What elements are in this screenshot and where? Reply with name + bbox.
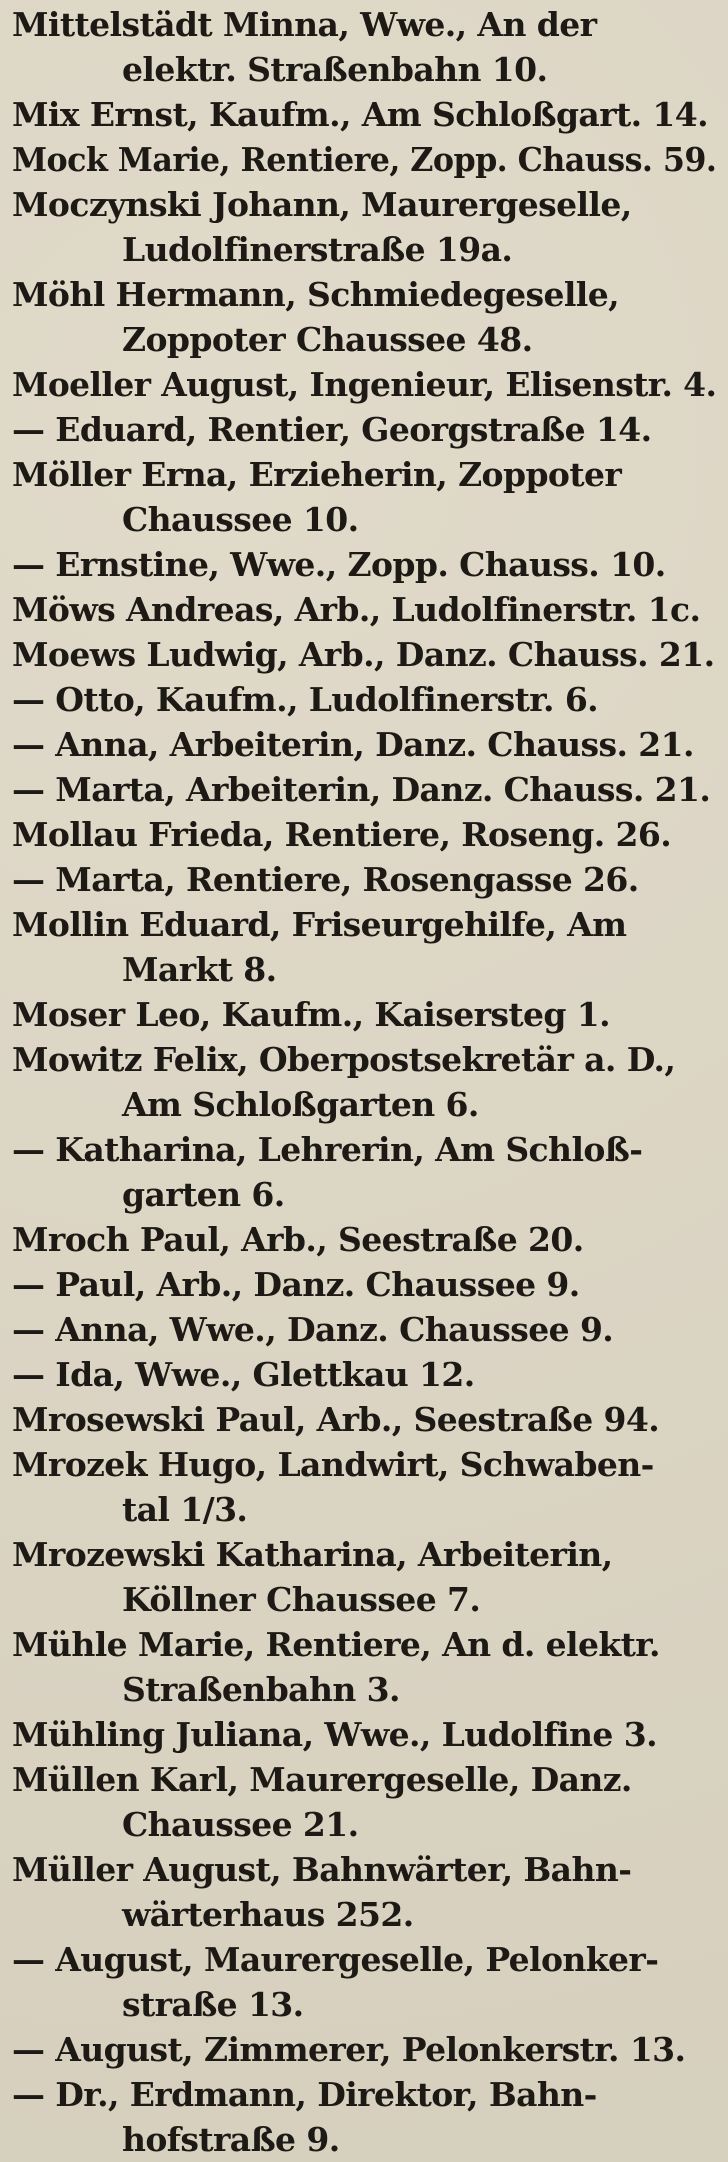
entry-continuation-line: tal 1/3. — [122, 1490, 248, 1529]
entry-line: Möhl Hermann, Schmiedegeselle, — [12, 275, 620, 314]
entry-continuation-line: Zoppoter Chaussee 48. — [122, 320, 533, 359]
entry-line: Moczynski Johann, Maurergeselle, — [12, 185, 632, 224]
directory-entry — [12, 902, 718, 992]
directory-entry — [12, 272, 718, 362]
entry-line: Müllen Karl, Maurergeselle, Danz. — [12, 1760, 632, 1799]
entry-continuation-line: Straßenbahn 3. — [122, 1670, 400, 1709]
entry-line: Mollin Eduard, Friseurgehilfe, Am — [12, 905, 627, 944]
directory-entry — [12, 182, 718, 272]
directory-entry — [12, 677, 718, 722]
entry-line: — August, Zimmerer, Pelonkerstr. 13. — [12, 2030, 686, 2069]
entry-line: — Paul, Arb., Danz. Chaussee 9. — [12, 1265, 580, 1304]
entry-line: — Ida, Wwe., Glettkau 12. — [12, 1355, 475, 1394]
entry-line: Mock Marie, Rentiere, Zopp. Chauss. 59. — [12, 140, 717, 179]
entry-continuation-line: elektr. Straßenbahn 10. — [122, 50, 548, 89]
entry-continuation-line: garten 6. — [122, 1175, 285, 1214]
entry-continuation-line: wärterhaus 252. — [122, 1895, 414, 1934]
entry-line: Moser Leo, Kaufm., Kaisersteg 1. — [12, 995, 611, 1034]
entry-line: Mittelstädt Minna, Wwe., An der — [12, 5, 597, 44]
entry-line: Müller August, Bahnwärter, Bahn- — [12, 1850, 632, 1889]
entry-line: — Otto, Kaufm., Ludolfinerstr. 6. — [12, 680, 599, 719]
directory-entry — [12, 632, 718, 677]
directory-entry — [12, 2072, 718, 2162]
directory-entry — [12, 1352, 718, 1397]
entry-line: Mühling Juliana, Wwe., Ludolfine 3. — [12, 1715, 657, 1754]
entry-line: — Ernstine, Wwe., Zopp. Chauss. 10. — [12, 545, 666, 584]
directory-entry — [12, 1262, 718, 1307]
directory-entry — [12, 542, 718, 587]
entry-continuation-line: straße 13. — [122, 1985, 304, 2024]
entry-continuation-line: Am Schloßgarten 6. — [122, 1085, 479, 1124]
entry-continuation-line: Chaussee 21. — [122, 1805, 359, 1844]
entry-continuation-line: Markt 8. — [122, 950, 277, 989]
entry-line: Mühle Marie, Rentiere, An d. elektr. — [12, 1625, 660, 1664]
directory-entry — [12, 1037, 718, 1127]
entry-line: Mix Ernst, Kaufm., Am Schloßgart. 14. — [12, 95, 709, 134]
entry-continuation-line: Köllner Chaussee 7. — [122, 1580, 481, 1619]
entry-line: Moeller August, Ingenieur, Elisenstr. 4. — [12, 365, 717, 404]
entry-line: Mowitz Felix, Oberpostsekretär a. D., — [12, 1040, 676, 1079]
entry-continuation-line: Ludolfinerstraße 19a. — [122, 230, 513, 269]
directory-entry — [12, 407, 718, 452]
directory-entry — [12, 1757, 718, 1847]
entry-line: — Katharina, Lehrerin, Am Schloß- — [12, 1130, 643, 1169]
directory-entry — [12, 1127, 718, 1217]
directory-entry — [12, 767, 718, 812]
directory-entry — [12, 812, 718, 857]
entry-line: — Marta, Arbeiterin, Danz. Chauss. 21. — [12, 770, 711, 809]
entry-line: Möws Andreas, Arb., Ludolfinerstr. 1c. — [12, 590, 701, 629]
entry-line: — Eduard, Rentier, Georgstraße 14. — [12, 410, 652, 449]
directory-entry — [12, 992, 718, 1037]
entry-line: Mrozek Hugo, Landwirt, Schwaben- — [12, 1445, 654, 1484]
directory-entry — [12, 857, 718, 902]
entry-continuation-line: hofstraße 9. — [122, 2120, 340, 2159]
entry-line: — Anna, Arbeiterin, Danz. Chauss. 21. — [12, 725, 694, 764]
entry-line: Moews Ludwig, Arb., Danz. Chauss. 21. — [12, 635, 715, 674]
entry-line: — August, Maurergeselle, Pelonker- — [12, 1940, 659, 1979]
directory-entry — [12, 722, 718, 767]
directory-entry — [12, 137, 718, 182]
entry-line: Mroch Paul, Arb., Seestraße 20. — [12, 1220, 584, 1259]
directory-entry — [12, 1217, 718, 1262]
directory-entry — [12, 1442, 718, 1532]
entry-line: — Dr., Erdmann, Direktor, Bahn- — [12, 2075, 597, 2114]
directory-entry — [12, 362, 718, 407]
directory-entry — [12, 587, 718, 632]
entry-line: Möller Erna, Erzieherin, Zoppoter — [12, 455, 622, 494]
directory-entry — [12, 1937, 718, 2027]
directory-entry — [12, 1397, 718, 1442]
directory-entry — [12, 1622, 718, 1712]
directory-entry — [12, 1712, 718, 1757]
entry-line: Mrosewski Paul, Arb., Seestraße 94. — [12, 1400, 660, 1439]
directory-column — [12, 2, 718, 2162]
entry-line: Mollau Frieda, Rentiere, Roseng. 26. — [12, 815, 672, 854]
directory-entry — [12, 92, 718, 137]
entry-line: Mrozewski Katharina, Arbeiterin, — [12, 1535, 613, 1574]
directory-entry — [12, 452, 718, 542]
directory-entry — [12, 2, 718, 92]
directory-entry — [12, 1532, 718, 1622]
entry-continuation-line: Chaussee 10. — [122, 500, 359, 539]
directory-entry — [12, 1847, 718, 1937]
entry-line: — Anna, Wwe., Danz. Chaussee 9. — [12, 1310, 614, 1349]
directory-entry — [12, 1307, 718, 1352]
entry-line: — Marta, Rentiere, Rosengasse 26. — [12, 860, 639, 899]
directory-entry — [12, 2027, 718, 2072]
